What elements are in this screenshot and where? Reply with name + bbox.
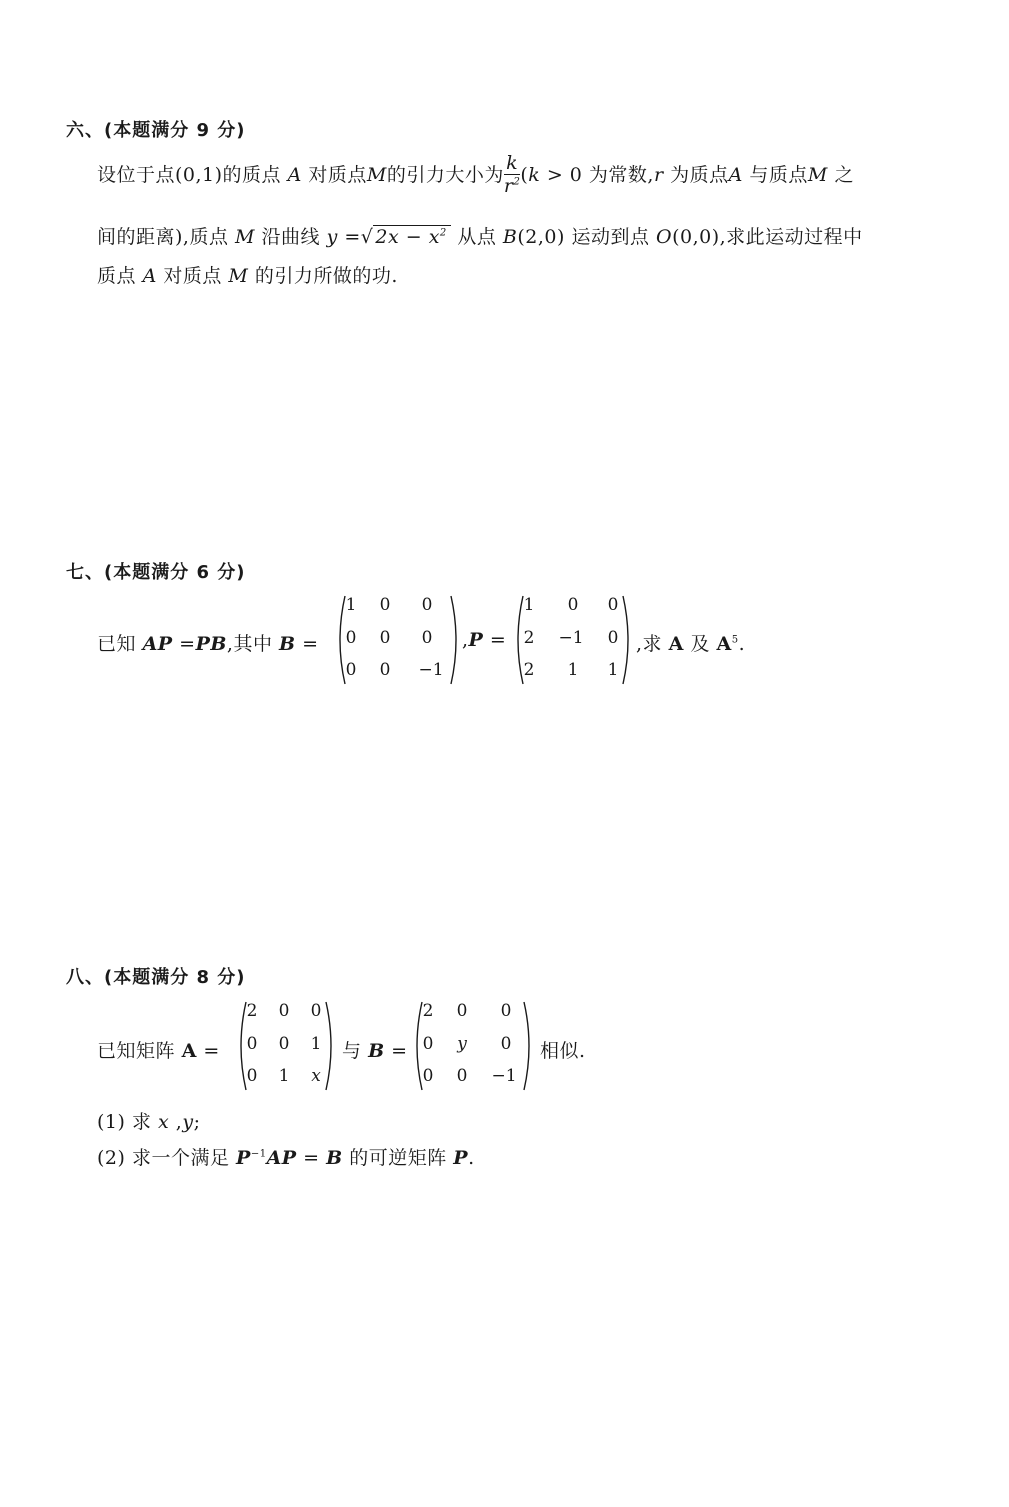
matrix-cell: 0: [500, 1001, 512, 1021]
q8-matrix-b: [412, 998, 534, 1094]
matrix-cell: 0: [567, 595, 579, 615]
matrix-cell: 0: [607, 628, 619, 648]
q7-text-right: ,求 A 及 $A^5$.: [636, 633, 746, 655]
matrix-cell: −1: [418, 660, 444, 680]
matrix-cell: 0: [379, 660, 391, 680]
matrix-cell: 2: [422, 1001, 434, 1021]
matrix-cell: 0: [246, 1034, 258, 1054]
sqrt-expression: √ $2x - x^2$: [361, 225, 451, 248]
q8-matrix-a: [236, 998, 336, 1094]
force-fraction: $\frac{k}{r^2}$: [503, 151, 521, 197]
matrix-cell: 0: [379, 628, 391, 648]
q6-line2: 间的距离),质点 M 沿曲线 y =√ $2x - x^2$ 从点 B(2,0) 运动到点 O(0,0),求此运动过程中: [97, 226, 863, 248]
q7-text-mid: ,P =: [462, 629, 507, 651]
q8-heading: 八、(本题满分 8 分): [66, 967, 246, 988]
matrix-cell: 0: [345, 628, 357, 648]
matrix-cell: 0: [500, 1034, 512, 1054]
matrix-cell: 0: [421, 628, 433, 648]
matrix-cell: 1: [607, 660, 619, 680]
q6-line3: 质点 A 对质点 M 的引力所做的功.: [97, 265, 398, 287]
q6-line1: 设位于点(0,1)的质点 A 对质点M的引力大小为 $\frac{k}{r^2}$ (k > 0 为常数,r 为质点A 与质点M 之: [97, 151, 854, 197]
matrix-cell: x: [311, 1066, 321, 1086]
matrix-cell: 0: [246, 1066, 258, 1086]
matrix-cell: 0: [310, 1001, 322, 1021]
q7-matrix-p: [513, 592, 633, 688]
matrix-cell: 2: [523, 660, 535, 680]
matrix-cell: 1: [345, 595, 357, 615]
matrix-cell: 1: [310, 1034, 322, 1054]
q8-subquestion-1: (1) 求 x ,y;: [97, 1111, 201, 1133]
q8-text-right: 相似.: [540, 1040, 586, 1062]
q7-heading: 七、(本题满分 6 分): [66, 562, 246, 583]
matrix-cell: 2: [523, 628, 535, 648]
matrix-cell: −1: [558, 628, 584, 648]
matrix-cell: 0: [278, 1034, 290, 1054]
matrix-cell: 0: [607, 595, 619, 615]
matrix-cell: y: [457, 1034, 467, 1054]
matrix-cell: 2: [246, 1001, 258, 1021]
matrix-cell: 0: [379, 595, 391, 615]
q8-text-left: 已知矩阵 A =: [97, 1040, 220, 1062]
matrix-cell: 0: [422, 1034, 434, 1054]
matrix-cell: 1: [278, 1066, 290, 1086]
matrix-cell: 0: [456, 1001, 468, 1021]
matrix-cell: −1: [491, 1066, 517, 1086]
q8-subquestion-2: (2) 求一个满足 $P^{-1}AP = B$ 的可逆矩阵 P.: [97, 1147, 475, 1169]
q6-heading: 六、(本题满分 9 分): [66, 120, 246, 141]
q7-matrix-b: [335, 592, 461, 688]
matrix-cell: 1: [567, 660, 579, 680]
matrix-cell: 0: [422, 1066, 434, 1086]
matrix-cell: 0: [421, 595, 433, 615]
matrix-cell: 0: [456, 1066, 468, 1086]
q8-text-mid: 与 B =: [342, 1040, 408, 1062]
q7-text-left: 已知 AP =PB,其中 B =: [97, 633, 319, 655]
matrix-cell: 0: [278, 1001, 290, 1021]
matrix-cell: 0: [345, 660, 357, 680]
matrix-cell: 1: [523, 595, 535, 615]
